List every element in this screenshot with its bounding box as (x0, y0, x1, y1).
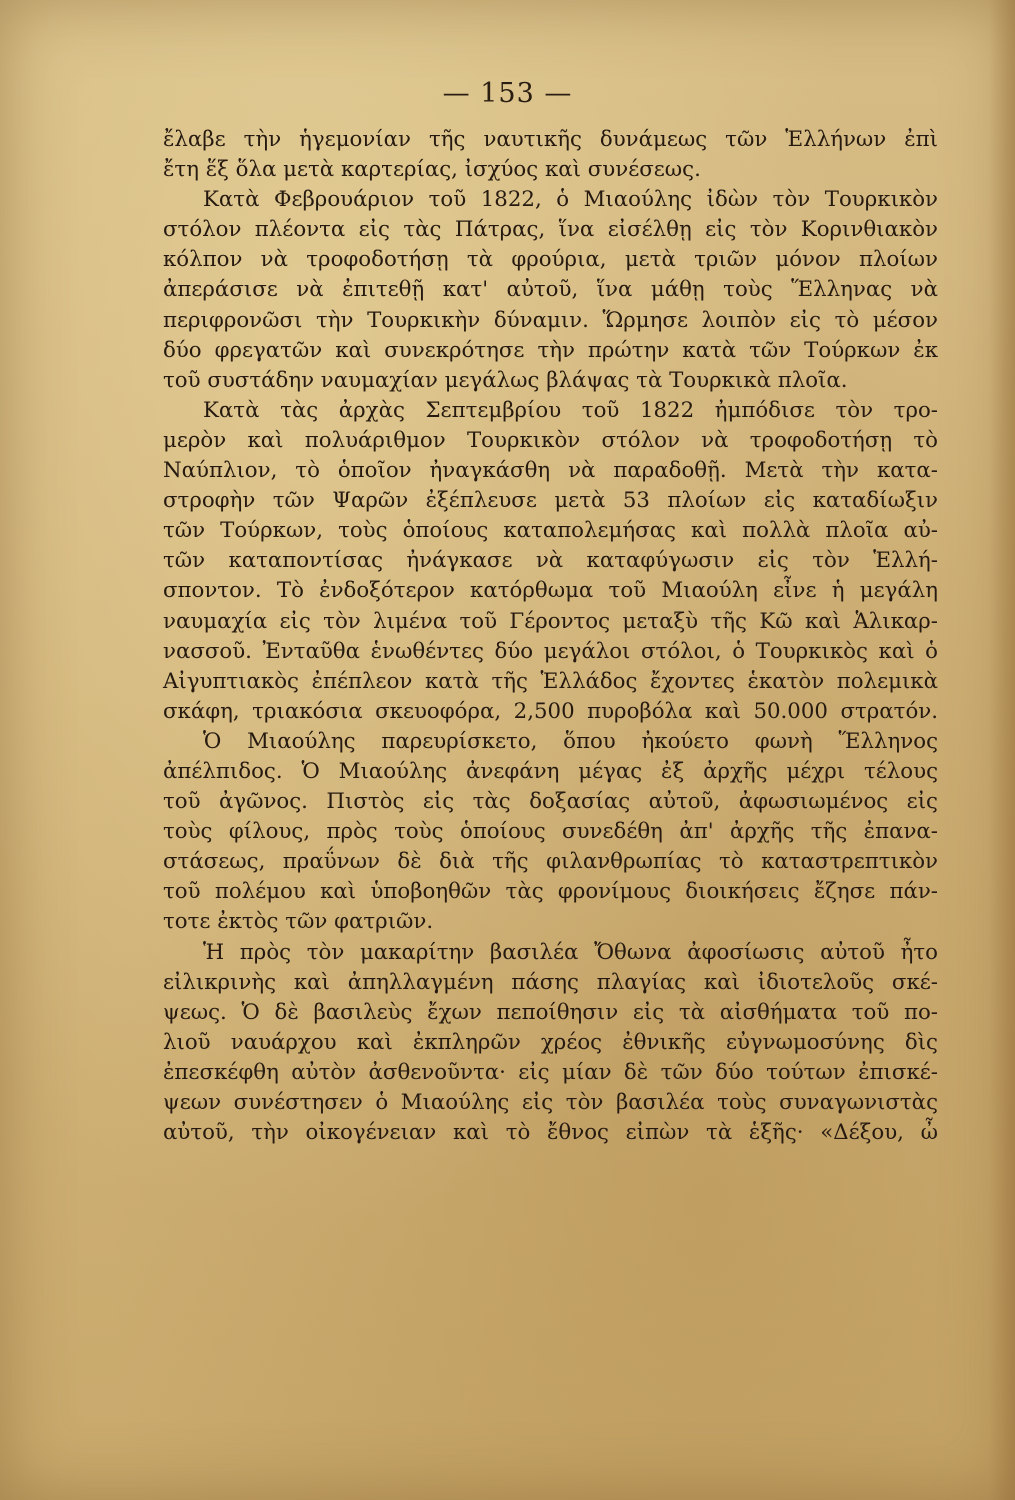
text-line: ἀπεράσισε νὰ ἐπιτεθῇ κατ' αὐτοῦ, ἵνα μάθῃ τοὺς Ἕλληνας νὰ (163, 277, 938, 303)
page-number: — 153 — (442, 78, 573, 109)
text-line: ἐπεσκέφθη αὐτὸν ἀσθενοῦντα· εἰς μίαν δὲ τῶν δύο τούτων ἐπισκέ- (163, 1059, 938, 1085)
text-line: Ὁ Μιαούλης παρευρίσκετο, ὅπου ἠκούετο φωνὴ Ἕλληνος (203, 728, 938, 754)
text-line: λιοῦ ναυάρχου καὶ ἐκπληρῶν χρέος ἐθνικῆς εὐγνωμοσύνης δὶς (163, 1029, 938, 1055)
text-line: Ἡ πρὸς τὸν μακαρίτην βασιλέα Ὄθωνα ἀφοσίωσις αὐτοῦ ἦτο (203, 939, 938, 965)
text-line: κόλπον νὰ τροφοδοτήσῃ τὰ φρούρια, μετὰ τριῶν μόνον πλοίων (163, 247, 938, 273)
text-line: στάσεως, πραΰνων δὲ διὰ τῆς φιλανθρωπίας τὸ καταστρεπτικὸν (163, 849, 938, 875)
text-line: περιφρονῶσι τὴν Τουρκικὴν δύναμιν. Ὥρμησε λοιπὸν εἰς τὸ μέσον (163, 307, 938, 333)
text-line: ἔλαβε τὴν ἡγεμονίαν τῆς ναυτικῆς δυνάμεως τῶν Ἑλλήνων ἐπὶ (163, 127, 938, 152)
text-line: ἀπέλπιδος. Ὁ Μιαούλης ἀνεφάνη μέγας ἐξ ἀρχῆς μέχρι τέλους (163, 758, 938, 784)
text-line: τοῦ ἀγῶνος. Πιστὸς εἰς τὰς δοξασίας αὐτοῦ, ἀφωσιωμένος εἰς (163, 789, 938, 815)
text-line: τοῦ πολέμου καὶ ὑποβοηθῶν τὰς φρονίμους διοικήσεις ἔζησε πάν- (163, 879, 938, 905)
text-line: Αἰγυπτιακὸς ἐπέπλεον κατὰ τῆς Ἑλλάδος ἔχοντες ἑκατὸν πολεμικὰ (163, 668, 938, 694)
text-line: ψεων συνέστησεν ὁ Μιαούλης εἰς τὸν βασιλέα τοὺς συναγωνιστὰς (163, 1090, 938, 1115)
text-line: Κατὰ Φεβρουάριον τοῦ 1822, ὁ Μιαούλης ἰδὼν τὸν Τουρκικὸν (203, 187, 938, 213)
text-line: Κατὰ τὰς ἀρχὰς Σεπτεμβρίου τοῦ 1822 ἠμπόδισε τὸν τρο- (203, 397, 938, 423)
text-line: σκάφη, τριακόσια σκευοφόρα, 2,500 πυροβόλα καὶ 50.000 στρατόν. (163, 698, 938, 724)
body-text (163, 125, 938, 1148)
text-line: τοὺς φίλους, πρὸς τοὺς ὁποίους συνεδέθη ἀπ' ἀρχῆς τῆς ἐπανα- (163, 819, 938, 845)
text-line: Ναύπλιον, τὸ ὁποῖον ἠναγκάσθη νὰ παραδοθῇ. Μετὰ τὴν κατα- (163, 458, 938, 484)
text-line: νασσοῦ. Ἐνταῦθα ἑνωθέντες δύο μεγάλοι στόλοι, ὁ Τουρκικὸς καὶ ὁ (163, 638, 938, 664)
text-line: τοῦ συστάδην ναυμαχίαν μεγάλως βλάψας τὰ Τουρκικὰ πλοῖα. (163, 367, 848, 393)
text-line: ναυμαχία εἰς τὸν λιμένα τοῦ Γέροντος μεταξὺ τῆς Κῶ καὶ Ἁλικαρ- (163, 608, 938, 634)
text-line: δύο φρεγατῶν καὶ συνεκρότησε τὴν πρώτην κατὰ τῶν Τούρκων ἐκ (163, 337, 938, 363)
text-line: σποντον. Τὸ ἐνδοξότερον κατόρθωμα τοῦ Μιαούλη εἶνε ἡ μεγάλη (163, 578, 938, 604)
text-line: τῶν Τούρκων, τοὺς ὁποίους καταπολεμήσας καὶ πολλὰ πλοῖα αὐ- (163, 518, 938, 544)
text-line: ψεως. Ὁ δὲ βασιλεὺς ἔχων πεποίθησιν εἰς τὰ αἰσθήματα τοῦ πο- (163, 999, 938, 1025)
text-line: ἔτη ἕξ ὅλα μετὰ καρτερίας, ἰσχύος καὶ συνέσεως. (163, 157, 701, 183)
text-line: στόλον πλέοντα εἰς τὰς Πάτρας, ἵνα εἰσέλθῃ εἰς τὸν Κορινθιακὸν (163, 217, 938, 243)
text-line: εἰλικρινὴς καὶ ἀπηλλαγμένη πάσης πλαγίας καὶ ἰδιοτελοῦς σκέ- (163, 969, 938, 995)
text-line: στροφὴν τῶν Ψαρῶν ἐξέπλευσε μετὰ 53 πλοίων εἰς καταδίωξιν (163, 488, 938, 514)
text-line: αὐτοῦ, τὴν οἰκογένειαν καὶ τὸ ἔθνος εἰπὼν τὰ ἑξῆς· «Δέξου, ὦ (163, 1120, 938, 1146)
text-line: τοτε ἐκτὸς τῶν φατριῶν. (163, 909, 434, 935)
text-line: τῶν καταποντίσας ἠνάγκασε νὰ καταφύγωσιν εἰς τὸν Ἑλλή- (163, 548, 938, 574)
text-line: μερὸν καὶ πολυάριθμον Τουρκικὸν στόλον νὰ τροφοδοτήσῃ τὸ (163, 427, 938, 453)
page-edge-shadow (989, 0, 1015, 1500)
